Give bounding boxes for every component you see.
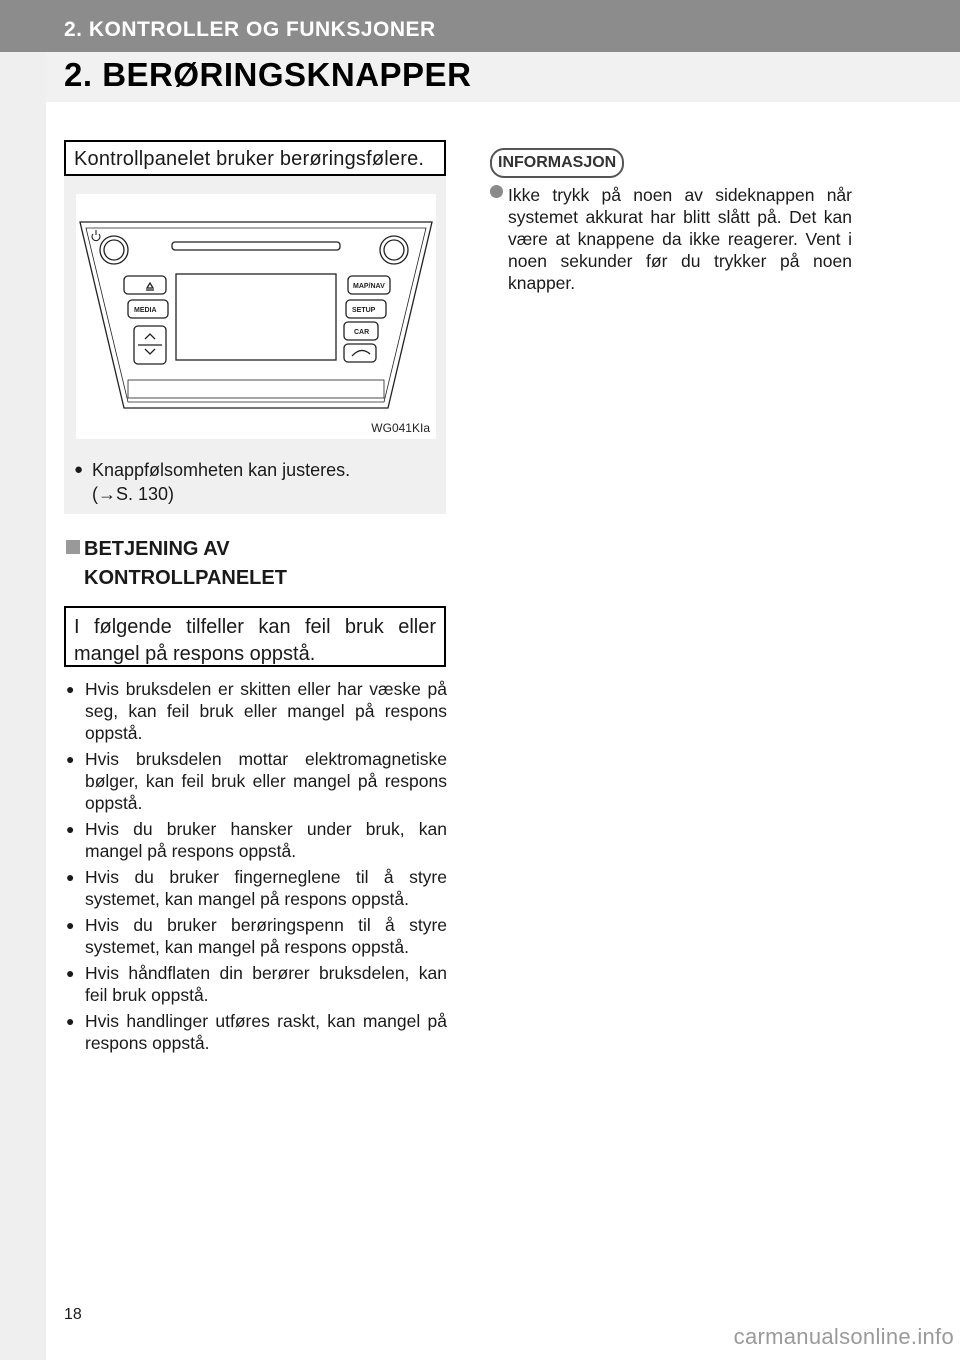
- setup-label: SETUP: [352, 307, 376, 314]
- media-label: MEDIA: [134, 307, 157, 314]
- bullet-icon: ●: [66, 751, 75, 767]
- map-nav-label: MAP/NAV: [353, 283, 385, 290]
- car-label: CAR: [354, 329, 370, 336]
- warning-line1: I følgende tilfeller kan feil bruk eller: [74, 616, 436, 638]
- page-title: 2. BERØRINGSKNAPPER: [64, 56, 472, 93]
- bullet-icon: ●: [66, 1013, 75, 1029]
- bullet-icon: ●: [66, 821, 75, 837]
- info-tag: INFORMASJON: [490, 148, 624, 178]
- info-text: [490, 184, 852, 294]
- list-item: ● Hvis håndflaten din berører bruksdelen, kan feil bruk oppstå.: [66, 963, 447, 1005]
- figure-code: WG041KIa: [371, 421, 430, 435]
- page-margin-strip: [0, 0, 46, 1360]
- bullet-list: [66, 678, 447, 1058]
- control-panel-illustration: [76, 194, 436, 439]
- warning-box: [64, 606, 446, 667]
- list-item: ● Hvis du bruker hansker under bruk, kan mangel på respons oppstå.: [66, 819, 447, 861]
- figure-note-line2: (→S. 130): [92, 484, 175, 504]
- subheading-line2: KONTROLLPANELET: [84, 567, 287, 589]
- square-bullet-icon: [66, 540, 80, 554]
- section-subheading: [66, 535, 287, 593]
- info-bullet-icon: [490, 185, 503, 198]
- power-icon: [92, 230, 100, 241]
- bullet-icon: ●: [74, 461, 84, 478]
- figure-note-line1: Knappfølsomheten kan justeres.: [92, 460, 351, 480]
- bullet-icon: ●: [66, 917, 75, 933]
- list-item: ● Hvis du bruker berøringspenn til å styre systemet, kan mangel på respons oppstå.: [66, 915, 447, 957]
- list-item: ● Hvis bruksdelen mottar elektromagnetiske bølger, kan feil bruk eller mangel på respons oppstå.: [66, 749, 447, 813]
- control-panel-figure: [76, 194, 436, 439]
- list-item: ● Hvis du bruker fingerneglene til å styre systemet, kan mangel på respons oppstå.: [66, 867, 447, 909]
- subheading-line1: BETJENING AV: [84, 538, 230, 560]
- intro-box: Kontrollpanelet bruker berøringsfølere.: [64, 140, 446, 176]
- bullet-icon: ●: [66, 681, 75, 697]
- warning-line2: mangel på respons oppstå.: [74, 643, 316, 665]
- chapter-header: [0, 0, 960, 52]
- list-item: ● Hvis bruksdelen er skitten eller har væske på seg, kan feil bruk eller mangel på respons oppstå.: [66, 679, 447, 743]
- figure-note: [74, 458, 434, 506]
- bullet-icon: ●: [66, 965, 75, 981]
- bullet-icon: ●: [66, 869, 75, 885]
- page-number: 18: [64, 1306, 82, 1323]
- list-item: ● Hvis handlinger utføres raskt, kan mangel på respons oppstå.: [66, 1011, 447, 1053]
- info-paragraph: Ikke trykk på noen av sideknappen når systemet akkurat har blitt slått på. Det kan være at knappene da ikke reagerer. Vent i noen sekunder før du trykker på noen knapper.: [508, 185, 852, 293]
- watermark: carmanualsonline.info: [733, 1324, 954, 1349]
- chapter-title: 2. KONTROLLER OG FUNKSJONER: [64, 18, 436, 41]
